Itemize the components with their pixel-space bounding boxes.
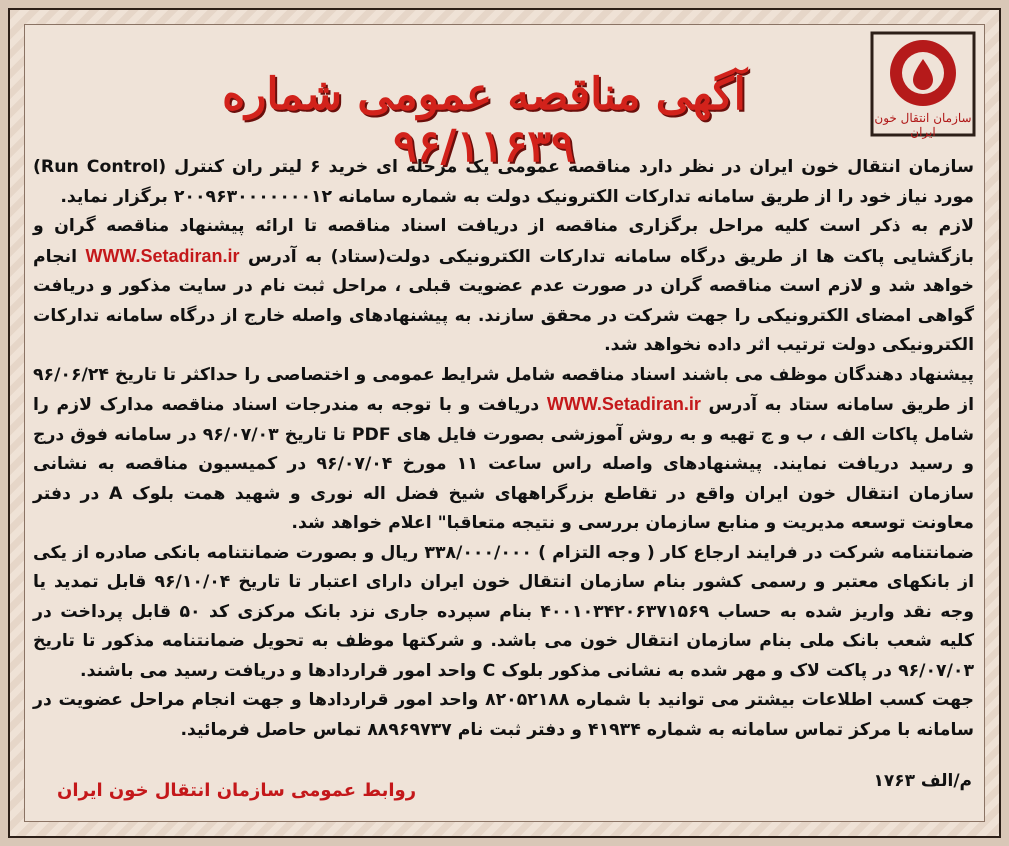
notice-body	[24, 24, 985, 822]
setadiran-link[interactable]: WWW.Setadiran.ir	[85, 245, 240, 266]
paragraph-3-part-b: دریافت و با توجه به مندرجات اسناد مناقصه مدارک لازم را شامل پاکات الف ، ب و ج تهیه و به روش آموزشی بصورت فایل های PDF تا تاریخ ۹۶/۰۷/۰۳ در سامانه فوق درج و رسید دریافت نمایند. پیشنهادهای واصله راس ساعت ۱۱ مورخ ۹۶/۰۷/۰۴ در کمیسیون مناقصه به نشانی سازمان انتقال خون ایران واقع در تقاطع بزرگراههای شیخ فضل اله نوری و شهید همت بلوک A در دفتر معاونت توسعه مدیریت و منابع سازمان بررسی و نتیجه متعاقبا" اعلام خواهد شد.	[33, 395, 975, 533]
paragraph-2	[33, 212, 974, 361]
signature: روابط عمومی سازمان انتقال خون ایران	[57, 780, 417, 801]
reference-number: م/الف ۱۷۶۳	[873, 771, 972, 791]
notice-frame	[8, 8, 1001, 838]
logo-caption: سازمان انتقال خون ایران	[874, 111, 972, 139]
page-title: آگهی مناقصه عمومی شماره ۹۶/۱۱۶۳۹	[222, 69, 746, 172]
paragraph-4: ضمانتنامه شرکت در فرایند ارجاع کار ( وجه التزام ) ۳۳۸/۰۰۰/۰۰۰ ریال و بصورت ضمانتنامه بانکی صادره از یکی از بانکهای معتبر و رسمی کشور بنام سازمان انتقال خون ایران دارای اعتبار تا تاریخ ۹۶/۱۰/۰۴ قابل تمدید یا وجه نقد واریز شده به حساب ۴۰۰۱۰۳۴۲۰۶۳۷۱۵۶۹ بنام سپرده جاری نزد بانک مرکزی کد ۵۰ قابل پرداخت در کلیه شعب بانک ملی بنام سازمان انتقال خون می باشد. و شرکتها موظف به تحویل ضمانتنامه مذکور تا تاریخ ۹۶/۰۷/۰۳ در پاکت لاک و مهر شده به نشانی مذکور بلوک C واحد امور قراردادها و دریافت رسید می باشند.	[33, 542, 974, 681]
notice-text	[33, 153, 974, 745]
paragraph-3-part-a: پیشنهاد دهندگان موظف می باشند اسناد مناقصه شامل شرایط عمومی و اختصاصی را حداکثر تا تاریخ ۹۶/۰۶/۲۴ از طریق سامانه ستاد به آدرس	[33, 364, 974, 415]
paragraph-3	[33, 361, 974, 539]
paragraph-5: جهت کسب اطلاعات بیشتر می توانید با شماره ۸۲۰۵۲۱۸۸ واحد امور قراردادها و جهت انجام مراحل عضویت در سامانه با مرکز تماس سامانه به شماره ۴۱۹۳۴ و دفتر ثبت نام ۸۸۹۶۹۷۳۷ تماس حاصل فرمائید.	[33, 690, 974, 740]
paragraph-1: سازمان انتقال خون ایران در نظر دارد مناقصه عمومی یک مرحله ای خرید ۶ لیتر ران کنترل (Run Control) مورد نیاز خود را از طریق سامانه تدارکات الکترونیک دولت به شماره سامانه ۲۰۰۹۶۳۰۰۰۰۰۰۰۱۲ برگزار نماید.	[33, 157, 974, 207]
setadiran-link-2[interactable]: WWW.Setadiran.ir	[546, 394, 701, 414]
paragraph-2-part-b: انجام خواهد شد و لازم است مناقصه گران در صورت عدم عضویت قبلی ، مراحل ثبت نام در سایت مذکور و دریافت گواهی امضای الکترونیکی را جهت شرکت در محقق سازند. به پیشنهادهای واصله خارج از درگاه سامانه تدارکات الکترونیکی دولت ترتیب اثر داده نخواهد شد.	[33, 246, 974, 355]
paragraph-2-part-a: لازم به ذکر است کلیه مراحل برگزاری مناقصه از دریافت اسناد مناقصه تا ارائه پیشنهاد مناقصه گران و بازگشایی پاکت ها از طریق درگاه سامانه تدارکات الکترونیکی دولت(ستاد) به آدرس	[33, 216, 974, 267]
